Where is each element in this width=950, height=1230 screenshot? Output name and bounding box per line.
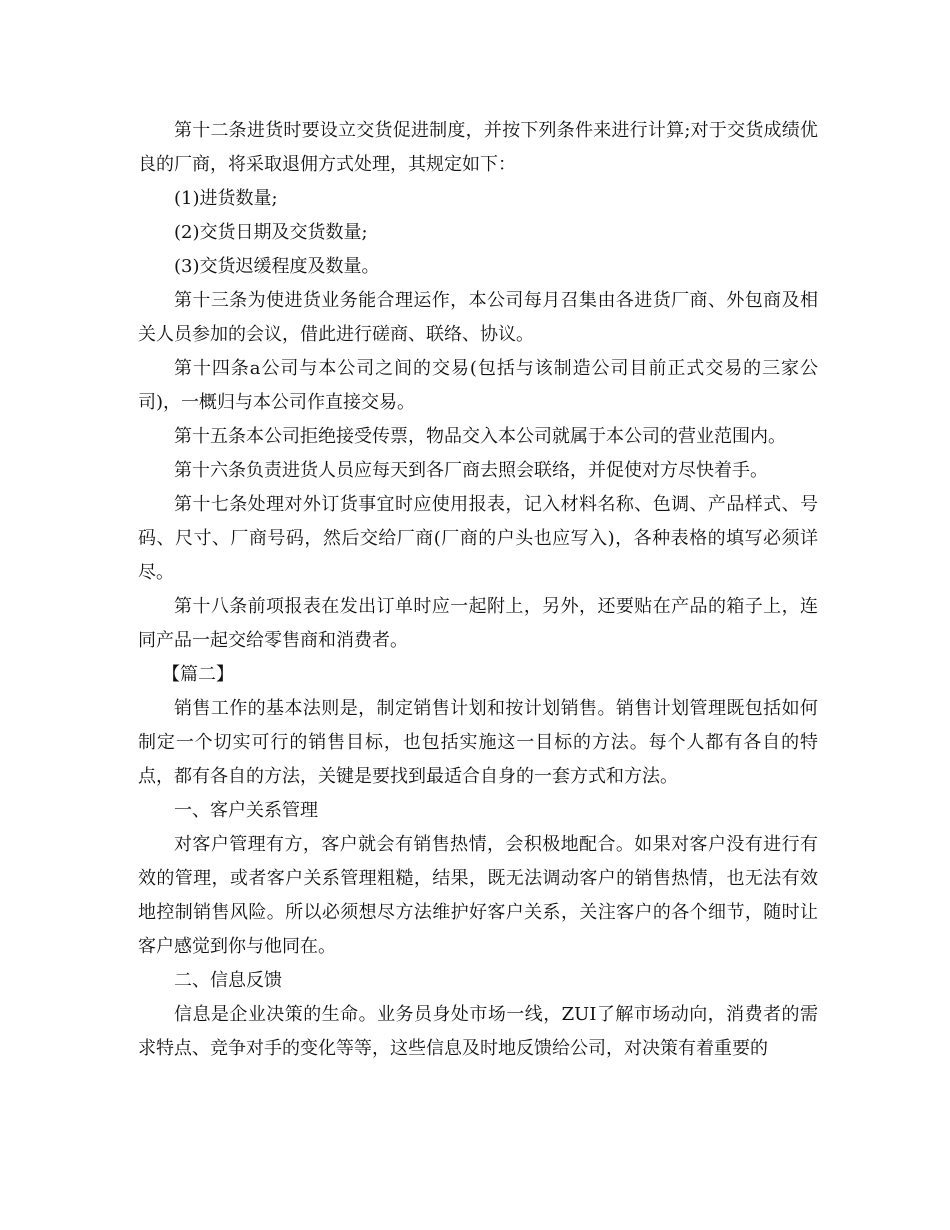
paragraph-article-13: 第十三条为使进货业务能合理运作，本公司每月召集由各进货厂商、外包商及相关人员参加的会议，借此进行磋商、联络、协议。 xyxy=(138,290,818,345)
paragraph-article-12: 第十二条进货时要设立交货促进制度，并按下列条件来进行计算;对于交货成绩优良的厂商，将采取退佣方式处理，其规定如下： xyxy=(138,120,818,175)
paragraph-customer-relationship: 对客户管理有方，客户就会有销售热情，会积极地配合。如果对客户没有进行有效的管理，或者客户关系管理粗糙，结果，既无法调动客户的销售热情，也无法有效地控制销售风险。所以必须想尽方法维护好客户关系，关注客户的各个细节，随时让客户感觉到你与他同在。 xyxy=(138,834,818,957)
paragraph-article-16: 第十六条负责进货人员应每天到各厂商去照会联络，并促使对方尽快着手。 xyxy=(174,460,768,481)
paragraph-article-18: 第十八条前项报表在发出订单时应一起附上，另外，还要贴在产品的箱子上，连同产品一起交给零售商和消费者。 xyxy=(138,596,818,651)
paragraph-article-17: 第十七条处理对外订货事宜时应使用报表，记入材料名称、色调、产品样式、号码、尺寸、厂商号码，然后交给厂商(厂商的户头也应写入)，各种表格的填写必须详尽。 xyxy=(138,494,818,583)
list-item-quantity: (1)进货数量; xyxy=(174,188,278,209)
list-item-delay: (3)交货迟缓程度及数量。 xyxy=(174,256,380,277)
paragraph-sales-principle: 销售工作的基本法则是，制定销售计划和按计划销售。销售计划管理既包括如何制定一个切实可行的销售目标，也包括实施这一目标的方法。每个人都有各自的特点，都有各自的方法，关键是要找到最适合自身的一套方式和方法。 xyxy=(138,698,818,787)
heading-customer-relationship: 一、客户关系管理 xyxy=(174,800,318,821)
paragraph-information-feedback: 信息是企业决策的生命。业务员身处市场一线，ZUI了解市场动向，消费者的需求特点、竞争对手的变化等等，这些信息及时地反馈给公司，对决策有着重要的 xyxy=(138,1004,818,1059)
heading-information-feedback: 二、信息反馈 xyxy=(174,970,282,991)
section-heading-part-two: 【篇二】 xyxy=(162,664,234,685)
paragraph-article-14: 第十四条a公司与本公司之间的交易(包括与该制造公司目前正式交易的三家公司)，一概归与本公司作直接交易。 xyxy=(138,358,818,413)
paragraph-article-15: 第十五条本公司拒绝接受传票，物品交入本公司就属于本公司的营业范围内。 xyxy=(174,426,786,447)
list-item-delivery-date: (2)交货日期及交货数量; xyxy=(174,222,368,243)
document-body xyxy=(138,114,818,1066)
